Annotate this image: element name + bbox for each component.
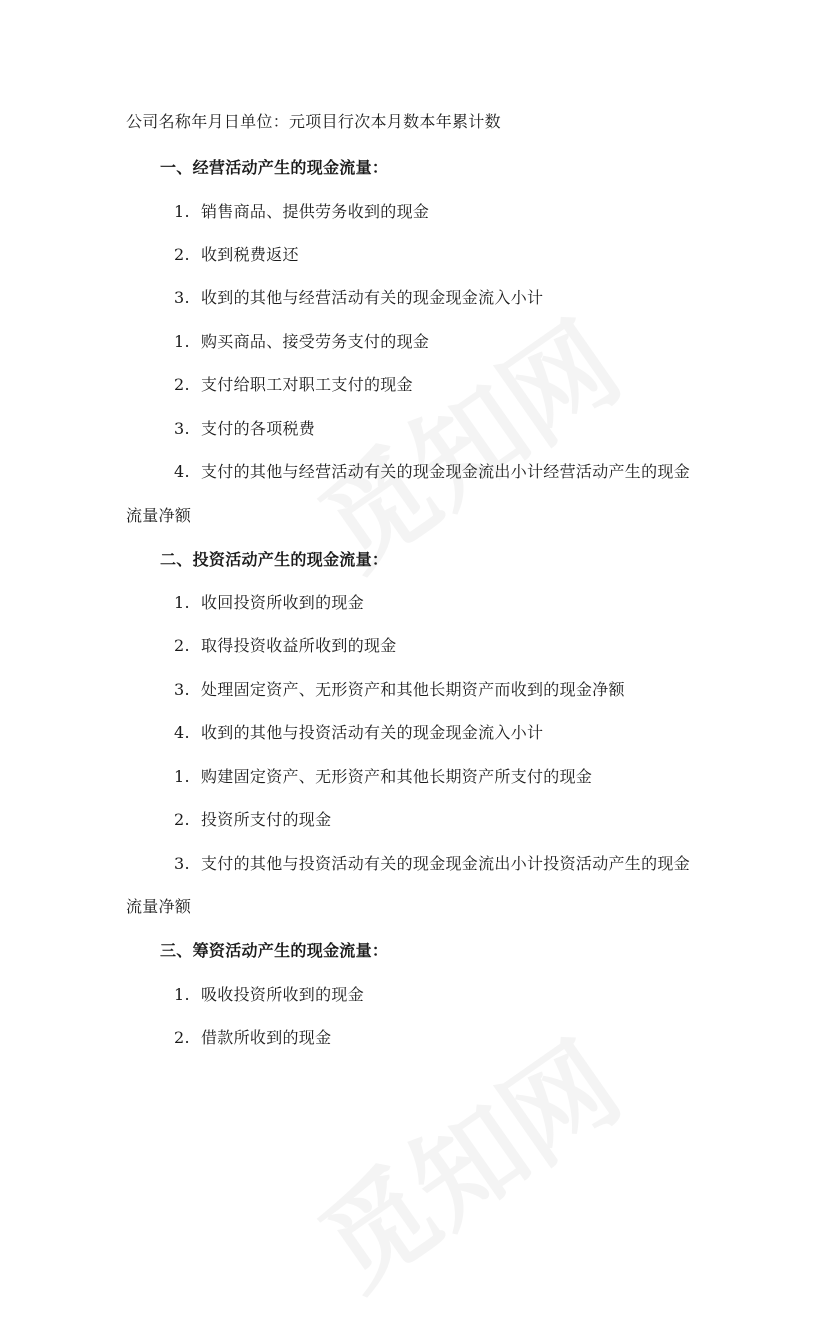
item-number: 3. <box>174 854 190 873</box>
item-text: 收回投资所收到的现金 <box>201 593 365 612</box>
item-text: 购建固定资产、无形资产和其他长期资产所支付的现金 <box>201 767 593 786</box>
list-item <box>174 636 397 656</box>
item-number: 2. <box>174 636 190 655</box>
list-item <box>174 767 592 787</box>
item-text: 购买商品、接受劳务支付的现金 <box>201 332 430 351</box>
list-item <box>174 419 315 439</box>
list-item <box>174 375 413 395</box>
item-number: 3. <box>174 680 190 699</box>
item-text: 处理固定资产、无形资产和其他长期资产而收到的现金净额 <box>201 680 625 699</box>
list-item <box>174 854 690 874</box>
item-continuation: 流量净额 <box>126 506 192 525</box>
item-text: 借款所收到的现金 <box>201 1028 332 1047</box>
item-text: 销售商品、提供劳务收到的现金 <box>201 202 430 221</box>
list-item <box>174 1028 331 1048</box>
item-number: 1. <box>174 202 190 221</box>
item-text: 收到税费返还 <box>201 245 299 264</box>
item-number: 2. <box>174 810 190 829</box>
item-number: 3. <box>174 288 190 307</box>
item-number: 1. <box>174 332 190 351</box>
item-continuation: 流量净额 <box>126 897 192 916</box>
item-number: 1. <box>174 985 190 1004</box>
item-number: 1. <box>174 593 190 612</box>
list-item <box>174 245 299 265</box>
item-number: 4. <box>174 462 190 481</box>
list-item <box>174 332 429 352</box>
item-number: 1. <box>174 767 190 786</box>
item-text: 收到的其他与投资活动有关的现金现金流入小计 <box>201 723 544 742</box>
list-item <box>174 985 364 1005</box>
watermark <box>285 1000 646 1318</box>
list-item <box>174 723 543 743</box>
list-item <box>174 288 543 308</box>
item-text: 收到的其他与经营活动有关的现金现金流入小计 <box>201 288 544 307</box>
section-title: 三、筹资活动产生的现金流量： <box>160 941 389 960</box>
document-header: 公司名称年月日单位：元项目行次本月数本年累计数 <box>126 112 501 131</box>
list-item <box>174 810 331 830</box>
item-text: 取得投资收益所收到的现金 <box>201 636 397 655</box>
item-number: 3. <box>174 419 190 438</box>
list-item <box>174 593 364 613</box>
item-text: 投资所支付的现金 <box>201 810 332 829</box>
item-number: 2. <box>174 1028 190 1047</box>
section-title: 二、投资活动产生的现金流量： <box>160 550 389 569</box>
item-text: 支付的其他与投资活动有关的现金现金流出小计投资活动产生的现金 <box>201 854 691 873</box>
list-item <box>174 462 690 482</box>
item-number: 4. <box>174 723 190 742</box>
list-item <box>174 202 429 222</box>
item-text: 支付给职工对职工支付的现金 <box>201 375 413 394</box>
item-number: 2. <box>174 375 190 394</box>
item-number: 2. <box>174 245 190 264</box>
item-text: 吸收投资所收到的现金 <box>201 985 365 1004</box>
item-text: 支付的各项税费 <box>201 419 316 438</box>
item-text: 支付的其他与经营活动有关的现金现金流出小计经营活动产生的现金 <box>201 462 691 481</box>
section-title: 一、经营活动产生的现金流量： <box>160 158 389 177</box>
list-item <box>174 680 625 700</box>
